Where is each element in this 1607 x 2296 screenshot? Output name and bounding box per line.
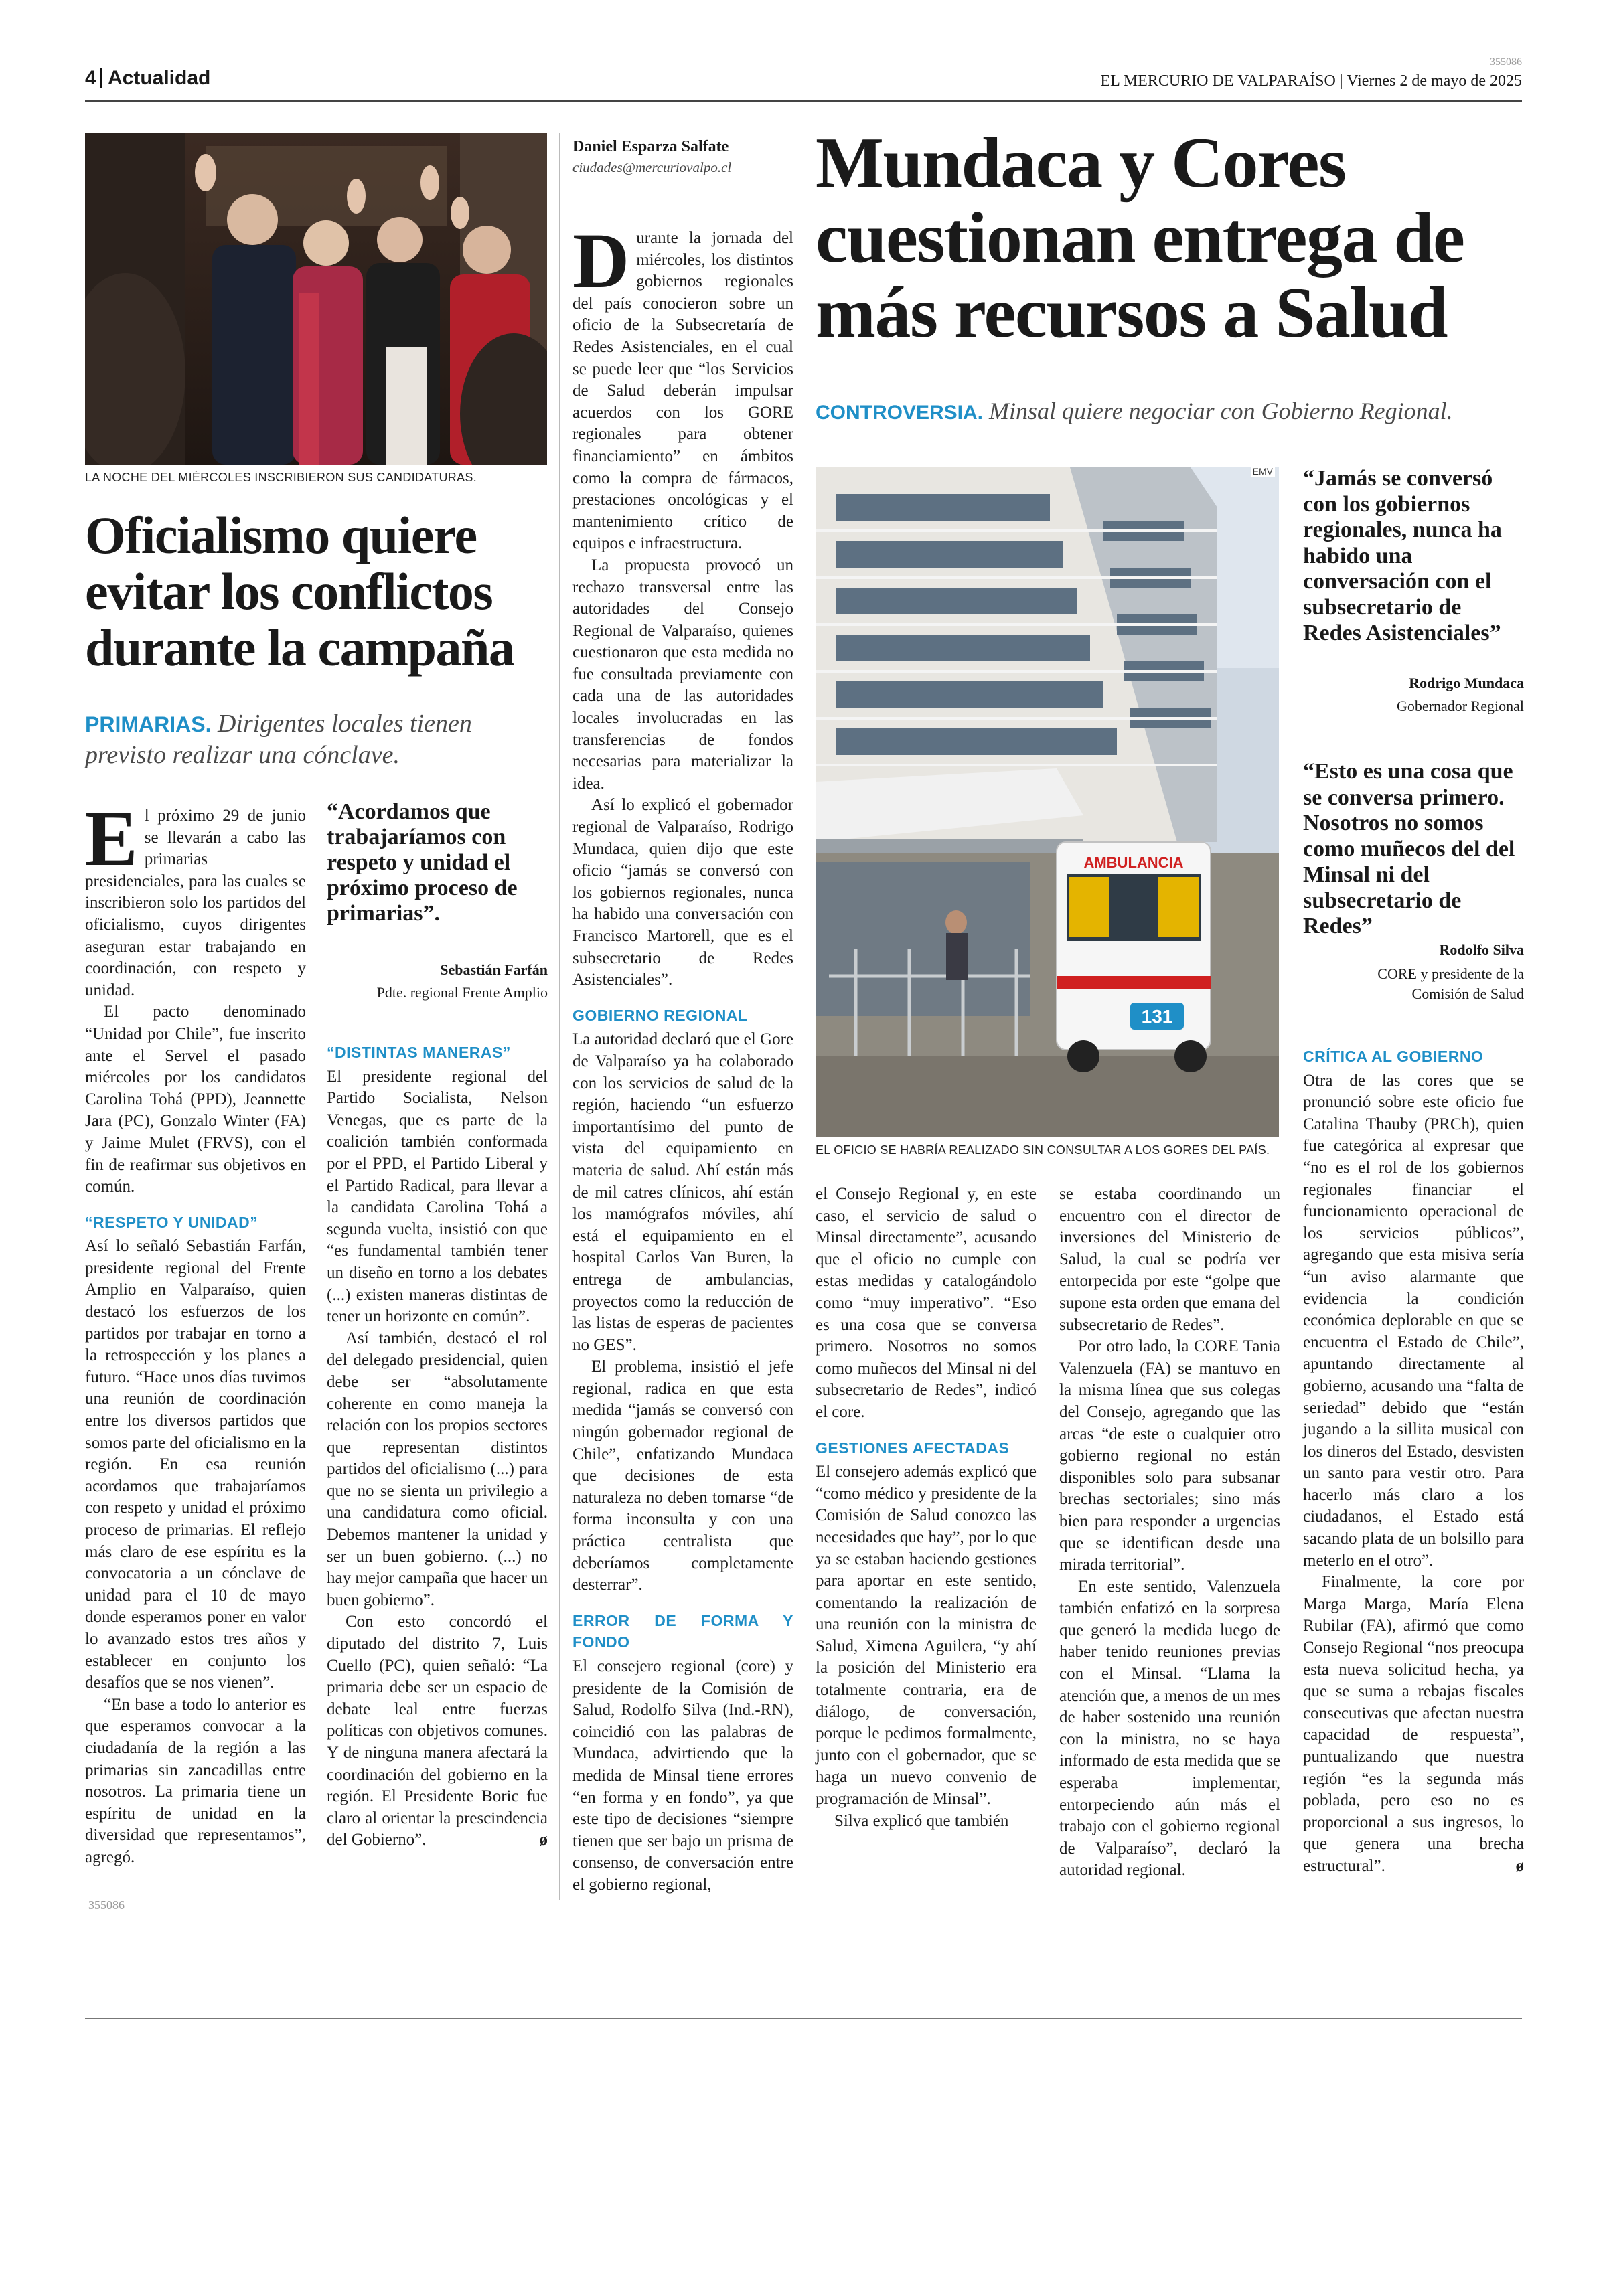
- left-pull-quote-role: Pdte. regional Frente Amplio: [376, 984, 548, 1001]
- candidates-photo-caption: LA NOCHE DEL MIÉRCOLES INSCRIBIERON SUS CANDIDATURAS.: [85, 471, 477, 484]
- right-dropcap: D: [572, 217, 630, 305]
- right-deck-text: Minsal quiere negociar con Gobierno Regional.: [989, 398, 1453, 424]
- photo-credit: EMV: [1251, 467, 1275, 477]
- right-paragraph: Por otro lado, la CORE Tania Valenzuela (FA) se mantuvo en la misma línea que sus colegas del Consejo, agregando que las arcas “de este o cualquier otro gobierno regional no están disponibles solo para subsanar brechas sectoriales; sino más bien para responder a urgencias que se identifican desde una mirada territorial”.: [1059, 1337, 1280, 1574]
- mundaca-quote-role: Gobernador Regional: [1397, 698, 1524, 714]
- hospital-photo-caption: EL OFICIO SE HABRÍA REALIZADO SIN CONSULTAR A LOS GORES DEL PAÍS.: [816, 1143, 1270, 1157]
- newspaper-name: EL MERCURIO DE VALPARAÍSO: [1100, 72, 1336, 90]
- header-masthead: [1100, 72, 1522, 90]
- silva-quote-name: Rodolfo Silva: [1439, 941, 1524, 958]
- left-deck: [85, 708, 554, 770]
- left-dropcap: E: [85, 795, 138, 882]
- right-column-3: [1059, 1183, 1280, 1882]
- left-paragraph: Así lo señaló Sebastián Farfán, presidente regional del Frente Amplio en Valparaíso, quien destacó los esfuerzos de los partidos por trabajar en torno a la retrospección y los planes a futuro. “Hace unos días tuvimos una reunión de coordinación entre los diversos partidos que somos parte del oficialismo en la región. En esa reunión acordamos que trabajaríamos con respeto y unidad el próximo proceso de primarias. El reflejo más claro de ese espíritu es la convocatoria a un cónclave de unidad para el 10 de mayo donde esperamos poner en valor lo avanzado estos tres años y establecer en conjunto los desafíos que se nos vienen”.: [85, 1237, 306, 1692]
- right-paragraph: El problema, insistió el jefe regional, radica en que esta medida “jamás se conversó con ningún gobernador regional de Chile”, enfatizando Mundaca que decisiones de esta naturaleza no deben tomarse “de forma inconsulta y con una práctica centralista que deberíamos completamente desterrar”.: [572, 1358, 793, 1594]
- byline-name: Daniel Esparza Salfate: [572, 138, 729, 155]
- left-paragraph: El pacto denominado “Unidad por Chile”, fue inscrito ante el Servel el pasado miércoles por los candidatos Carolina Tohá (PPD), Jeannette Jara (PC), Gonzalo Winter (FA) y Jaime Mulet (FRVS), con el fin de reafirmar sus objetivos en común.: [85, 1003, 306, 1196]
- mundaca-quote-name: Rodrigo Mundaca: [1409, 675, 1524, 691]
- ambulance-label: AMBULANCIA: [1083, 854, 1184, 871]
- right-subhead-gestiones: GESTIONES AFECTADAS: [816, 1439, 1010, 1457]
- right-subhead-critica: CRÍTICA AL GOBIERNO: [1303, 1048, 1484, 1065]
- hospital-photo: [816, 467, 1279, 1137]
- candidates-photo: [85, 133, 547, 465]
- right-headline: Mundaca y Cores cuestionan entrega de más recursos a Salud: [816, 123, 1464, 353]
- right-deck: [816, 396, 1525, 428]
- right-paragraph: La autoridad declaró que el Gore de Valparaíso ya ha colaborado con los servicios de salud de la región, haciendo “un esfuerzo importantísimo del punto de vista del equipamiento en materia de salud. Ahí están más de mil catres clínicos, ahí están los mamógrafos móviles, ahí está el equipamiento en el hospital Carlos Van Buren, la entrega de ambulancias, proyectos como la reducción de las listas de esperas de pacientes no GES”.: [572, 1030, 793, 1354]
- left-paragraph: Con esto concordó el diputado del distrito 7, Luis Cuello (PC), quien señaló: “La primaria debe ser un espacio de debate leal entre fuerzas políticas con objetivos comunes. Y de ninguna manera afectará la coordinación del gobierno en la región. El Presidente Boric fue claro al orientar la prescindencia del Gobierno”. ø: [327, 1611, 548, 1852]
- right-column-1: [572, 217, 793, 1896]
- right-paragraph: Finalmente, la core por Marga Marga, María Elena Rubilar (FA), afirmó que como Consejo Regional “nos preocupa esta nueva solicitud hecha, ya que se suma a rebajas fiscales consecutivas que afectan nuestra capacidad de respuesta”, puntualizando que nuestra región “es la segunda más poblada, pero eso no es proporcional a sus ingresos, lo que genera una brecha estructural”. ø: [1303, 1572, 1524, 1877]
- end-mark: ø: [539, 1831, 548, 1850]
- right-paragraph: Silva explicó que también: [834, 1811, 1009, 1830]
- right-paragraph: El consejero además explicó que “como médico y presidente de la Comisión de Salud conozco las necesidades que hay”, por lo que ya se estaban haciendo gestiones para aportar en este sentido, comentando la realización de una reunión con la ministra de Salud, Ximena Aguilera, “y ahí la posición del Ministerio era totalmente contraria, era de diálogo, de conversación, porque le pedimos formalmente, junto con el gobernador, que se haga un nuevo convenio de programación de Minsal”.: [816, 1463, 1037, 1809]
- left-headline: Oficialismo quiere evitar los conflictos durante la campaña: [85, 506, 514, 677]
- right-paragraph: el Consejo Regional y, en este caso, el servicio de salud o Minsal directamente”, acusando que el oficio no cumple con estas medidas y catalogándolo como “muy imperativo”. “Eso es una cosa que se conversa primero. Nosotros no somos como muñecos del Minsal ni del subsecretario de Redes”, indicó el core.: [816, 1185, 1037, 1421]
- bottom-rule: [85, 2018, 1522, 2019]
- left-paragraph: El presidente regional del Partido Socialista, Nelson Venegas, que es parte de la coalición también conformada por el PPD, el Partido Liberal y el Partido Radical, para llevar a la candidata Carolina Tohá a segunda vuelta, insistió con que “es fundamental también tener un diseño en torno a los debates (...) existen maneras distintas de tener un horizonte en común”.: [327, 1067, 548, 1326]
- left-pull-quote: “Acordamos que trabajaríamos con respeto y unidad el próximo proceso de primarias”.: [327, 799, 518, 926]
- silva-quote: “Esto es una cosa que se conversa primero. Nosotros no somos como muñecos del del Minsal ni del subsecretario de Redes”: [1303, 759, 1515, 938]
- right-subhead-gobierno: GOBIERNO REGIONAL: [572, 1006, 748, 1024]
- section-name: Actualidad: [108, 67, 211, 89]
- left-pull-quote-name: Sebastián Farfán: [440, 961, 548, 978]
- end-mark: ø: [1515, 1856, 1524, 1875]
- silva-quote-role: CORE y presidente de la Comisión de Salud: [1377, 965, 1524, 1002]
- mundaca-quote: “Jamás se conversó con los gobiernos regionales, nunca ha habido una conversación con el subsecretario de Redes Asistenciales”: [1303, 466, 1502, 645]
- left-subhead-distintas: “DISTINTAS MANERAS”: [327, 1044, 511, 1061]
- left-subhead-respeto: “RESPETO Y UNIDAD”: [85, 1213, 258, 1231]
- left-paragraph: “En base a todo lo anterior es que esperamos convocar a la ciudadanía de la región a las primarias sin zancadillas entre nosotros. La primaria tiene un espíritu de unidad en la diversidad que representamos”, agregó.: [85, 1695, 306, 1866]
- right-paragraph: se estaba coordinando un encuentro con el director de inversiones del Ministerio de Salud, la cual se podría ver entorpecida por este “golpe que supone esta orden que emana del subsecretario de Redes”.: [1059, 1185, 1280, 1334]
- ambulance-number: 131: [1141, 1006, 1173, 1027]
- left-kicker: PRIMARIAS.: [85, 712, 212, 736]
- left-column-2: [327, 1042, 548, 1852]
- right-paragraph: La propuesta provocó un rechazo transversal entre las autoridades del Consejo Regional de Valparaíso, quienes cuestionaron que esta medida no fue consultada previamente con cada una de las autoridades locales involucradas en las transferencias de fondos necesarias para materializar la idea.: [572, 556, 793, 793]
- issue-date: Viernes 2 de mayo de 2025: [1347, 72, 1522, 90]
- right-column-4: [1303, 1046, 1524, 1878]
- left-paragraph: El próximo 29 de junio se llevarán a cabo las primarias presidenciales, para las cuales se inscribieron solo los partidos del oficialismo, cuyos dirigentes aseguran estar trabajando en coordinación, con respeto y unidad.: [85, 795, 306, 999]
- right-column-2: [816, 1183, 1037, 1832]
- header-divider: [100, 68, 102, 88]
- right-paragraph: Durante la jornada del miércoles, los distintos gobiernos regionales del país conocieron sobre un oficio de la Subsecretaría de Redes Asistenciales, en el cual se puede leer que “los Servicios de Salud deberán impulsar acuerdos con los GORE regionales para obtener financiamiento” en ámbitos como la compra de fármacos, prestaciones oncológicas y el mantenimiento crítico de equipos e infraestructura.: [572, 217, 793, 553]
- byline-email: ciudades@mercuriovalpo.cl: [572, 159, 732, 175]
- right-paragraph: En este sentido, Valenzuela también enfatizó en la sorpresa que generó la medida luego de haber tenido reuniones previas con el Minsal. “Llama la atención que, a menos de un mes de haber sostenido una reunión con la ministra, no se haya informado de esta medida que se esperaba implementar, entorpeciendo aún más el trabajo con el gobierno regional de Valparaíso”, declaró la autoridad regional.: [1059, 1577, 1280, 1880]
- right-paragraph: Otra de las cores que se pronunció sobre este oficio fue Catalina Thauby (PRCh), quien fue categórica al expresar que “no es el rol de los gobiernos regionales financiar el funcionamiento operacional de los servicios públicos”, agregando que esta misiva sería “un aviso alarmante que evidencia la condición económica deplorable en que se encuentra el Estado de Chile”, apuntando directamente al gobierno, acusando una “falta de seriedad” debido que “están jugando a la sillita musical con los dineros del Estado, desvisten un santo para vestir otro. Para hacerlo más claro a los ciudadanos, el Estado está sacando plata de un bolsillo para meterlo en el otro”.: [1303, 1071, 1524, 1570]
- header-code: 355086: [1490, 56, 1522, 68]
- hospital-photo-image: [816, 467, 1279, 1137]
- right-paragraph: El consejero regional (core) y presidente de la Comisión de Salud, Rodolfo Silva (Ind.-RN), coincidió con las palabras de Mundaca, advirtiendo que la medida de Minsal tiene errores “en forma y en fondo”, ya que este tipo de decisiones “siempre tienen que ser bajo un prisma de consenso, de conversación entre el gobierno regional,: [572, 1657, 793, 1894]
- right-kicker: CONTROVERSIA.: [816, 402, 984, 424]
- left-column-1: [85, 795, 306, 1869]
- left-deck-text: Dirigentes locales tienen previsto realizar una cónclave.: [85, 710, 472, 769]
- left-footer-code: 355086: [88, 1898, 125, 1912]
- right-paragraph: Así lo explicó el gobernador regional de Valparaíso, Rodrigo Mundaca, quien dijo que este oficio “jamás se conversó con los gobiernos regionales, nunca ha habido una conversación con Francisco Martorell, que es el subsecretario de Redes Asistenciales”.: [572, 796, 793, 989]
- column-divider: [559, 133, 560, 1900]
- header-rule: [85, 100, 1522, 102]
- left-paragraph: Así también, destacó el rol del delegado presidencial, quien debe ser “absolutamente coherente en como maneja la relación con los propios sectores que representan distintos partidos del oficialismo (...) para que no se sienta un privilegio a una candidatura como oficial. Debemos mantener la unidad y ser un buen gobierno. (...) no hay mejor campaña que hacer un buen gobierno”.: [327, 1329, 548, 1609]
- page-header: [85, 56, 1522, 98]
- right-subhead-error: ERROR DE FORMA Y FONDO: [572, 1611, 793, 1651]
- page-number: 4: [85, 67, 96, 89]
- header-separator: |: [1339, 72, 1347, 90]
- candidates-photo-image: [85, 133, 547, 465]
